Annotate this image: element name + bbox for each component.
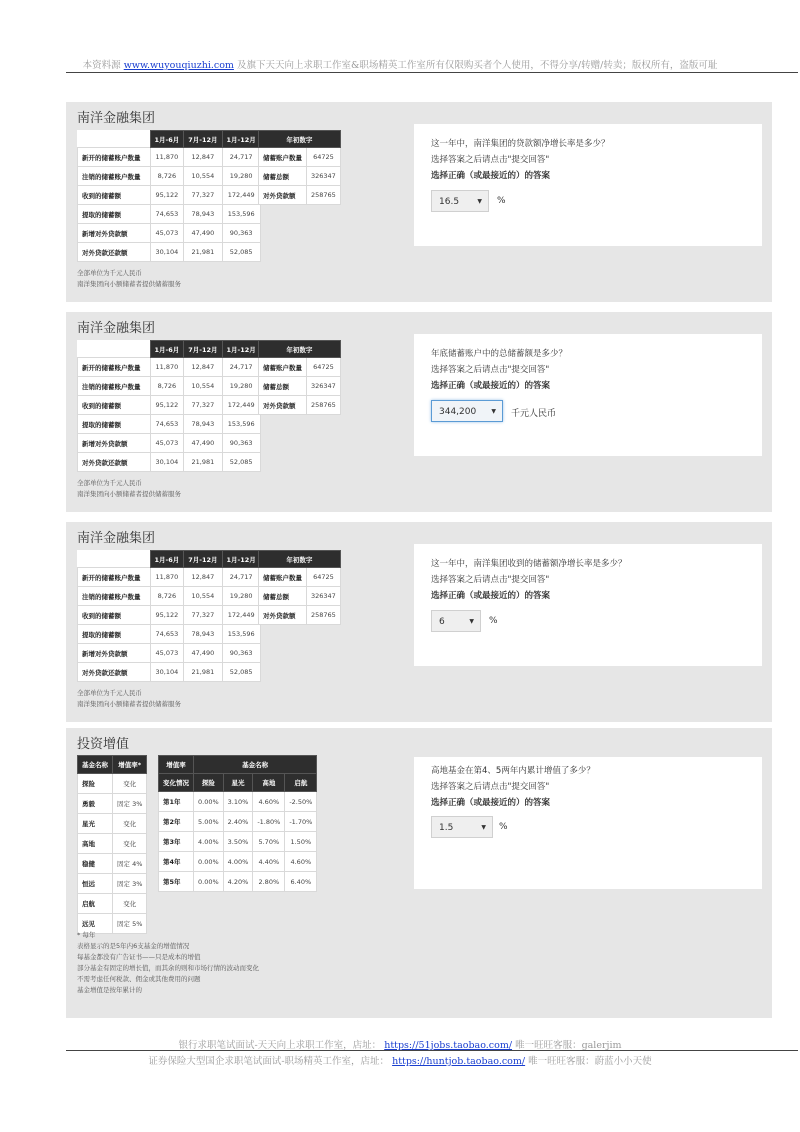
cell-value: 258765 xyxy=(307,186,341,205)
table-row xyxy=(78,606,261,625)
row-label: 新开的储蓄账户数量 xyxy=(78,568,151,587)
panel-title: 投资增值 xyxy=(77,737,130,752)
cell-value: 64725 xyxy=(307,568,341,587)
col-header: 1月-6月 xyxy=(150,131,184,148)
question-instruction: 选择答案之后请点击"提交回答" xyxy=(431,365,550,375)
cell-value: 78,943 xyxy=(184,625,222,644)
col-header: 7月-12月 xyxy=(184,341,222,358)
invest-panel xyxy=(66,728,772,1018)
cell-value: 77,327 xyxy=(184,396,222,415)
cell-value: 21,981 xyxy=(184,453,222,472)
cell-value: 4.60% xyxy=(253,792,285,812)
question-instruction: 选择答案之后请点击"提交回答" xyxy=(431,575,550,585)
cell-value: 11,870 xyxy=(150,148,184,167)
fund-rate: 固定 3% xyxy=(113,794,147,814)
cell-value: 10,554 xyxy=(184,377,222,396)
fund-name: 稳健 xyxy=(78,854,113,874)
table-row xyxy=(78,396,261,415)
cell-value: 10,554 xyxy=(184,167,222,186)
col-header: 1月-12月 xyxy=(222,341,260,358)
cell-value: 5.00% xyxy=(194,812,224,832)
cell-value: 8,726 xyxy=(150,377,184,396)
footer-divider xyxy=(66,1050,798,1051)
cell-value: 326347 xyxy=(307,587,341,606)
cell-value: 77,327 xyxy=(184,186,222,205)
table-row xyxy=(259,377,341,396)
row-label: 新增对外贷款额 xyxy=(78,644,151,663)
table-row xyxy=(78,186,261,205)
cell-value: 12,847 xyxy=(184,148,222,167)
cell-value: 326347 xyxy=(307,167,341,186)
table-row xyxy=(78,814,147,834)
cell-value: 153,596 xyxy=(222,205,260,224)
invest-notes xyxy=(77,930,259,996)
row-label: 提取的储蓄额 xyxy=(78,205,151,224)
rate-header: 增值率 xyxy=(159,756,194,774)
row-label: 储蓄账户数量 xyxy=(259,358,307,377)
year-label: 第4年 xyxy=(159,852,194,872)
cell-value: 3.50% xyxy=(223,832,253,852)
fund-rate: 变化 xyxy=(113,774,147,794)
table-row xyxy=(159,852,317,872)
cell-value: 74,653 xyxy=(150,205,184,224)
note-line: 南洋集团向小额储蓄者提供储蓄服务 xyxy=(77,700,181,708)
col-header: 1月-12月 xyxy=(222,551,260,568)
table-row xyxy=(78,834,147,854)
note-line: 全部单位为千元人民币 xyxy=(77,479,142,487)
page-header xyxy=(0,57,800,71)
table-row xyxy=(159,792,317,812)
cell-value: 19,280 xyxy=(222,587,260,606)
cell-value: 77,327 xyxy=(184,606,222,625)
row-label: 储蓄总额 xyxy=(259,377,307,396)
chevron-down-icon: ▼ xyxy=(481,824,486,831)
row-label: 储蓄总额 xyxy=(259,167,307,186)
footer-text: 银行求职笔试面试-天天向上求职工作室，店址： xyxy=(178,1040,382,1051)
row-label: 对外贷款额 xyxy=(259,396,307,415)
cell-value: 64725 xyxy=(307,358,341,377)
cell-value: 258765 xyxy=(307,396,341,415)
footer-link[interactable]: https://huntjob.taobao.com/ xyxy=(392,1056,526,1067)
cell-value: 95,122 xyxy=(150,396,184,415)
cell-value: 47,490 xyxy=(184,224,222,243)
cell-value: 47,490 xyxy=(184,644,222,663)
cell-value: 21,981 xyxy=(184,663,222,682)
note-line: 基金增值是按年累计的 xyxy=(77,986,142,994)
year-label: 第2年 xyxy=(159,812,194,832)
footer-link[interactable]: https://51jobs.taobao.com/ xyxy=(384,1040,513,1051)
row-label: 注销的储蓄账户数量 xyxy=(78,377,151,396)
fund-rate: 固定 3% xyxy=(113,874,147,894)
col-header: 年初数字 xyxy=(259,341,341,358)
cell-value: 6.40% xyxy=(285,872,317,892)
table-row xyxy=(78,358,261,377)
cell-value: 19,280 xyxy=(222,167,260,186)
answer-unit: % xyxy=(489,616,498,626)
col-header: 年初数字 xyxy=(259,131,341,148)
header-link[interactable]: www.wuyouqiuzhi.com xyxy=(123,60,234,71)
question-text: 这一年中，南洋集团的贷款额净增长率是多少？ xyxy=(431,139,610,149)
fund-rate: 变化 xyxy=(113,894,147,914)
col-header: 1月-6月 xyxy=(150,551,184,568)
table-row xyxy=(259,606,341,625)
row-label: 收到的储蓄额 xyxy=(78,396,151,415)
row-label: 注销的储蓄账户数量 xyxy=(78,167,151,186)
cell-value: 258765 xyxy=(307,606,341,625)
question-prompt: 选择正确（或最接近的）的答案 xyxy=(431,171,551,181)
answer-unit: % xyxy=(497,196,506,206)
row-label: 新开的储蓄账户数量 xyxy=(78,358,151,377)
cell-value: 172,449 xyxy=(222,606,260,625)
cell-value: 5.70% xyxy=(253,832,285,852)
cell-value: 2.40% xyxy=(223,812,253,832)
answer-value: 1.5 xyxy=(439,823,454,833)
cell-value: 4.00% xyxy=(223,852,253,872)
note-line: 南洋集团向小额储蓄者提供储蓄服务 xyxy=(77,280,181,288)
header-suffix: 及旗下天天向上求职工作室&职场精英工作室所有仅限购买者个人使用，不得分享/转赠/转卖；版权所有，盗版可耻 xyxy=(236,60,718,71)
row-label: 对外贷款还款额 xyxy=(78,453,151,472)
fund-rate: 变化 xyxy=(113,814,147,834)
cell-value: -1.80% xyxy=(253,812,285,832)
row-label: 收到的储蓄额 xyxy=(78,186,151,205)
year-start-table xyxy=(258,130,341,205)
answer-select[interactable] xyxy=(431,816,493,838)
bank-data-table xyxy=(77,130,261,262)
row-label: 对外贷款额 xyxy=(259,606,307,625)
cell-value: 4.20% xyxy=(223,872,253,892)
year-start-table xyxy=(258,340,341,415)
row-label: 储蓄账户数量 xyxy=(259,568,307,587)
cell-value: 1.50% xyxy=(285,832,317,852)
table-row xyxy=(78,167,261,186)
bank-notes xyxy=(77,688,181,710)
table-row xyxy=(78,663,261,682)
table-row xyxy=(78,625,261,644)
cell-value: 4.60% xyxy=(285,852,317,872)
cell-value: -2.50% xyxy=(285,792,317,812)
row-label: 提取的储蓄额 xyxy=(78,415,151,434)
cell-value: 90,363 xyxy=(222,644,260,663)
cell-value: 11,870 xyxy=(150,568,184,587)
fund-name: 高地 xyxy=(78,834,113,854)
fund-name: 星光 xyxy=(78,814,113,834)
panel-title: 南洋金融集团 xyxy=(77,531,156,546)
cell-value: 172,449 xyxy=(222,186,260,205)
row-label: 收到的储蓄额 xyxy=(78,606,151,625)
note-line: 全部单位为千元人民币 xyxy=(77,269,142,277)
panel-title: 南洋金融集团 xyxy=(77,111,156,126)
bank-panel xyxy=(66,312,772,512)
table-row xyxy=(259,358,341,377)
question-prompt: 选择正确（或最接近的）的答案 xyxy=(431,591,551,601)
cell-value: 30,104 xyxy=(150,243,184,262)
note-line: 每基金都没有广告证书——只是成本的增值 xyxy=(77,953,201,961)
question-card xyxy=(414,124,762,246)
table-row xyxy=(78,587,261,606)
cell-value: 153,596 xyxy=(222,415,260,434)
bank-data-table xyxy=(77,550,261,682)
table-row xyxy=(78,794,147,814)
cell-value: 8,726 xyxy=(150,167,184,186)
table-row xyxy=(259,568,341,587)
fund-rate-header: 增值率* xyxy=(113,756,147,774)
cell-value: 45,073 xyxy=(150,644,184,663)
table-row xyxy=(78,205,261,224)
cell-value: 3.10% xyxy=(223,792,253,812)
note-line: 南洋集团向小额储蓄者提供储蓄服务 xyxy=(77,490,181,498)
cell-value: 0.00% xyxy=(194,792,224,812)
row-label: 对外贷款还款额 xyxy=(78,243,151,262)
bank-panel xyxy=(66,522,772,722)
fund-name: 探险 xyxy=(78,774,113,794)
table-row xyxy=(78,774,147,794)
sub-header: 探险 xyxy=(194,774,224,792)
cell-value: 2.80% xyxy=(253,872,285,892)
col-header: 1月-6月 xyxy=(150,341,184,358)
sub-header: 变化情况 xyxy=(159,774,194,792)
cell-value: 24,717 xyxy=(222,358,260,377)
sub-header: 星光 xyxy=(223,774,253,792)
table-row xyxy=(159,832,317,852)
row-label: 储蓄账户数量 xyxy=(259,148,307,167)
bank-panel xyxy=(66,102,772,302)
answer-unit: 千元人民币 xyxy=(511,409,557,419)
note-line: 表格显示的是5年内6支基金的增值情况 xyxy=(77,942,190,950)
footer-text: 唯一旺旺客服：galerjim xyxy=(515,1040,622,1051)
cell-value: 78,943 xyxy=(184,205,222,224)
table-row xyxy=(78,453,261,472)
fund-name: 勇毅 xyxy=(78,794,113,814)
year-label: 第1年 xyxy=(159,792,194,812)
panel-title: 南洋金融集团 xyxy=(77,321,156,336)
header-divider xyxy=(66,72,798,73)
cell-value: 10,554 xyxy=(184,587,222,606)
question-prompt: 选择正确（或最接近的）的答案 xyxy=(431,381,551,391)
cell-value: 11,870 xyxy=(150,358,184,377)
answer-unit: % xyxy=(499,822,508,832)
cell-value: 78,943 xyxy=(184,415,222,434)
question-text: 年底储蓄账户中的总储蓄额是多少？ xyxy=(431,349,568,359)
col-header: 7月-12月 xyxy=(184,131,222,148)
col-header: 年初数字 xyxy=(259,551,341,568)
question-card xyxy=(414,544,762,666)
cell-value: 4.40% xyxy=(253,852,285,872)
table-row xyxy=(159,812,317,832)
cell-value: 45,073 xyxy=(150,224,184,243)
table-row xyxy=(78,434,261,453)
cell-value: 24,717 xyxy=(222,568,260,587)
cell-value: 95,122 xyxy=(150,606,184,625)
cell-value: 52,085 xyxy=(222,663,260,682)
cell-value: 52,085 xyxy=(222,453,260,472)
table-row xyxy=(78,644,261,663)
cell-value: -1.70% xyxy=(285,812,317,832)
fund-name: 恒远 xyxy=(78,874,113,894)
table-row xyxy=(78,377,261,396)
note-line: 全部单位为千元人民币 xyxy=(77,689,142,697)
answer-value: 6 xyxy=(439,617,445,627)
cell-value: 19,280 xyxy=(222,377,260,396)
footer-text: 唯一旺旺客服：蔚蓝小小天使 xyxy=(528,1056,652,1067)
fundname-header: 基金名称 xyxy=(194,756,317,774)
table-row xyxy=(78,894,147,914)
table-row xyxy=(259,396,341,415)
cell-value: 45,073 xyxy=(150,434,184,453)
table-row xyxy=(78,568,261,587)
cell-value: 95,122 xyxy=(150,186,184,205)
row-label: 对外贷款还款额 xyxy=(78,663,151,682)
fund-type-table xyxy=(77,755,147,934)
fund-rate: 固定 5% xyxy=(113,914,147,934)
row-label: 注销的储蓄账户数量 xyxy=(78,587,151,606)
cell-value: 0.00% xyxy=(194,852,224,872)
chevron-down-icon: ▼ xyxy=(469,618,474,625)
table-row xyxy=(259,167,341,186)
question-card xyxy=(414,757,762,889)
col-header: 7月-12月 xyxy=(184,551,222,568)
bank-notes xyxy=(77,268,181,290)
table-row xyxy=(259,148,341,167)
question-text: 这一年中，南洋集团收到的储蓄额净增长率是多少？ xyxy=(431,559,627,569)
table-row xyxy=(78,854,147,874)
cell-value: 24,717 xyxy=(222,148,260,167)
question-prompt: 选择正确（或最接近的）的答案 xyxy=(431,798,551,808)
cell-value: 12,847 xyxy=(184,568,222,587)
cell-value: 74,653 xyxy=(150,625,184,644)
cell-value: 74,653 xyxy=(150,415,184,434)
note-line: 不需考虑任何税款、佣金或其他费用的问题 xyxy=(77,975,201,983)
row-label: 储蓄总额 xyxy=(259,587,307,606)
question-instruction: 选择答案之后请点击"提交回答" xyxy=(431,782,550,792)
cell-value: 30,104 xyxy=(150,663,184,682)
table-row xyxy=(259,186,341,205)
cell-value: 153,596 xyxy=(222,625,260,644)
note-line: 部分基金有固定的增长值，而其余的则和市场行情的波动而变化 xyxy=(77,964,259,972)
table-row xyxy=(78,148,261,167)
cell-value: 21,981 xyxy=(184,243,222,262)
cell-value: 4.00% xyxy=(194,832,224,852)
row-label: 对外贷款额 xyxy=(259,186,307,205)
table-row xyxy=(78,224,261,243)
table-row xyxy=(78,874,147,894)
cell-value: 90,363 xyxy=(222,224,260,243)
answer-select[interactable] xyxy=(431,610,481,632)
row-label: 新增对外贷款额 xyxy=(78,224,151,243)
footer-text: 证券保险大型国企求职笔试面试-职场精英工作室，店址： xyxy=(148,1056,390,1067)
cell-value: 52,085 xyxy=(222,243,260,262)
row-label: 新开的储蓄账户数量 xyxy=(78,148,151,167)
question-instruction: 选择答案之后请点击"提交回答" xyxy=(431,155,550,165)
fund-rate: 固定 4% xyxy=(113,854,147,874)
cell-value: 8,726 xyxy=(150,587,184,606)
table-row xyxy=(78,415,261,434)
answer-select[interactable] xyxy=(431,190,489,212)
cell-value: 47,490 xyxy=(184,434,222,453)
cell-value: 172,449 xyxy=(222,396,260,415)
year-start-table xyxy=(258,550,341,625)
bank-notes xyxy=(77,478,181,500)
year-label: 第5年 xyxy=(159,872,194,892)
answer-value: 344,200 xyxy=(439,407,477,417)
sub-header: 启航 xyxy=(285,774,317,792)
footer-line-2 xyxy=(0,1053,800,1067)
cell-value: 90,363 xyxy=(222,434,260,453)
col-header: 1月-12月 xyxy=(222,131,260,148)
fund-growth-table xyxy=(158,755,317,892)
cell-value: 30,104 xyxy=(150,453,184,472)
cell-value: 326347 xyxy=(307,377,341,396)
header-prefix: 本资料源 xyxy=(82,60,121,71)
sub-header: 高地 xyxy=(253,774,285,792)
table-row xyxy=(259,587,341,606)
year-label: 第3年 xyxy=(159,832,194,852)
bank-data-table xyxy=(77,340,261,472)
chevron-down-icon: ▼ xyxy=(477,198,482,205)
fund-name-header: 基金名称 xyxy=(78,756,113,774)
table-row xyxy=(159,872,317,892)
question-card xyxy=(414,334,762,456)
note-line: * 每年 xyxy=(77,931,96,939)
answer-select[interactable] xyxy=(431,400,503,422)
cell-value: 12,847 xyxy=(184,358,222,377)
footer-line-1 xyxy=(0,1037,800,1051)
cell-value: 64725 xyxy=(307,148,341,167)
cell-value: 0.00% xyxy=(194,872,224,892)
row-label: 提取的储蓄额 xyxy=(78,625,151,644)
row-label: 新增对外贷款额 xyxy=(78,434,151,453)
answer-value: 16.5 xyxy=(439,197,460,207)
fund-name: 启航 xyxy=(78,894,113,914)
fund-rate: 变化 xyxy=(113,834,147,854)
question-text: 高地基金在第4、5两年内累计增值了多少？ xyxy=(431,766,595,776)
table-row xyxy=(78,243,261,262)
chevron-down-icon: ▼ xyxy=(491,408,496,415)
fund-name: 远见 xyxy=(78,914,113,934)
